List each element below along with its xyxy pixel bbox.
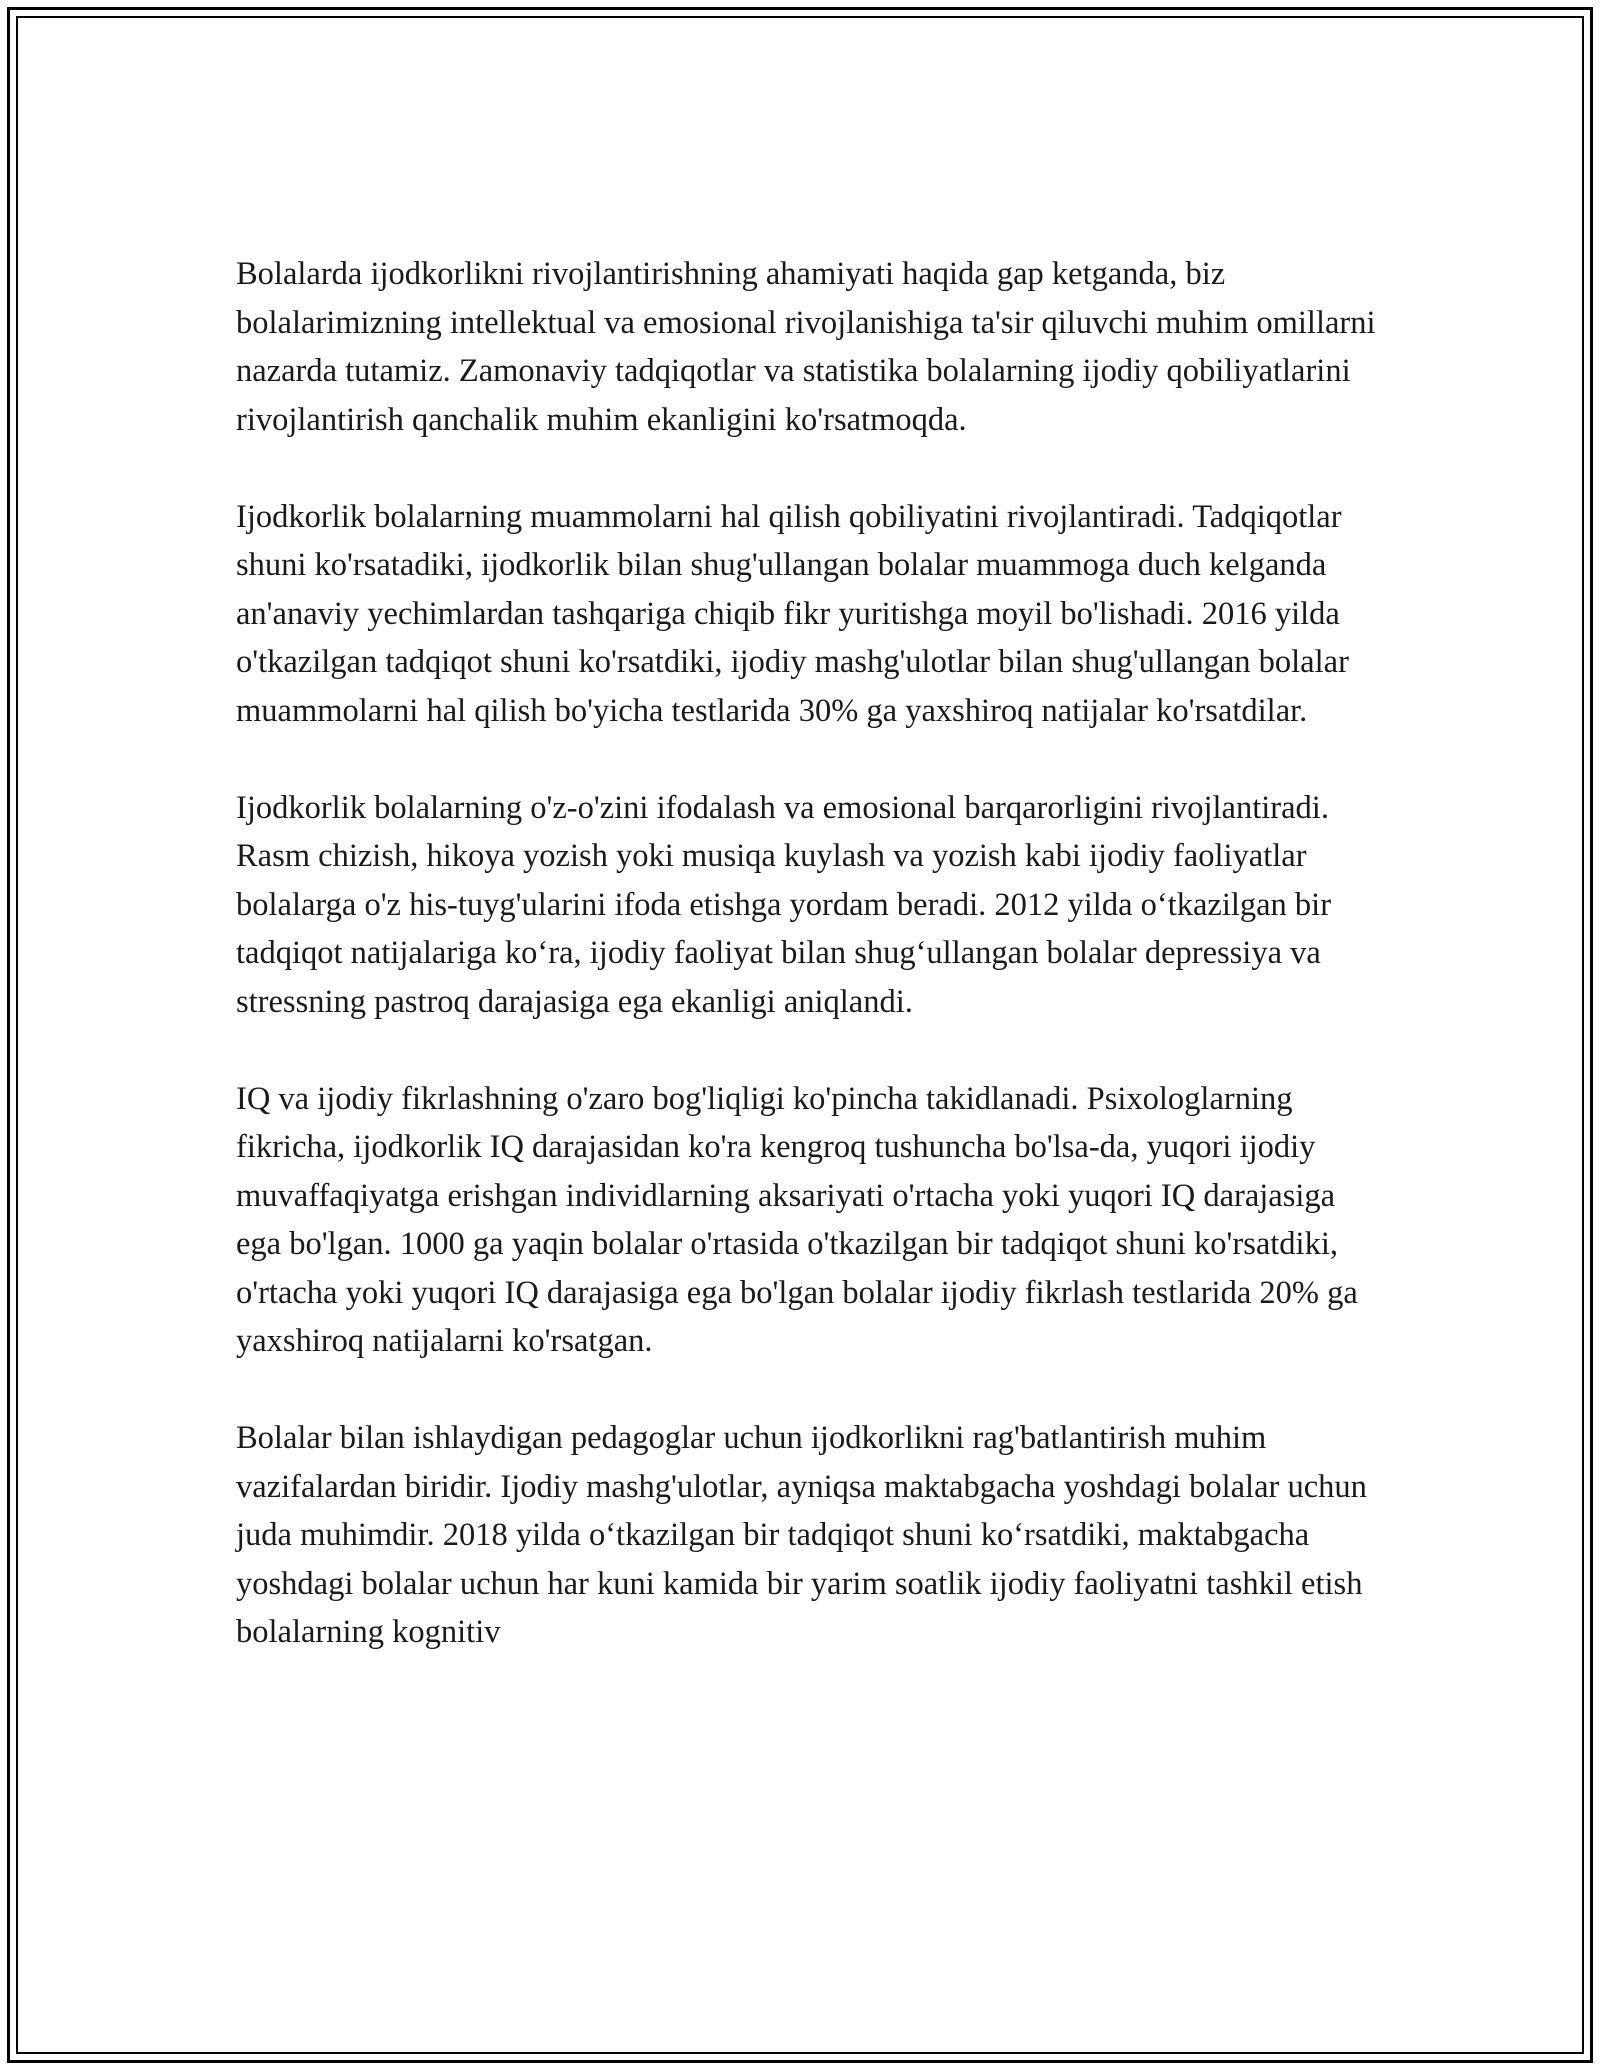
- paragraph-5: Bolalar bilan ishlaydigan pedagoglar uchun ijodkorlikni rag'batlantirish muhim vazifalardan biridir. Ijodiy mashg'ulotlar, ayniqsa maktabgacha yoshdagi bolalar uchun juda muhimdir. 2018 yilda o‘tkazilgan bir tadqiqot shuni ko‘rsatdiki, maktabgacha yoshdagi bolalar uchun har kuni kamida bir yarim soatlik ijodiy faoliyatni tashkil etish bolalarning kognitiv: [236, 1420, 1367, 1650]
- paragraph-1: Bolalarda ijodkorlikni rivojlantirishning ahamiyati haqida gap ketganda, biz bolalarimizning intellektual va emosional rivojlanishiga ta'sir qiluvchi muhim omillarni nazarda tutamiz. Zamonaviy tadqiqotlar va statistika bolalarning ijodiy qobiliyatlarini rivojlantirish qanchalik muhim ekanligini ko'rsatmoqda.: [236, 256, 1376, 438]
- paragraph-3: Ijodkorlik bolalarning o'z-o'zini ifodalash va emosional barqarorligini rivojlantiradi. Rasm chizish, hikoya yozish yoki musiqa kuylash va yozish kabi ijodiy faoliyatlar bolalarga o'z his-tuyg'ularini ifoda etishga yordam beradi. 2012 yilda o‘tkazilgan bir tadqiqot natijalariga ko‘ra, ijodiy faoliyat bilan shug‘ullangan bolalar depressiya va stressning pastroq darajasiga ega ekanligi aniqlandi.: [236, 789, 1332, 1020]
- paragraph-2: Ijodkorlik bolalarning muammolarni hal qilish qobiliyatini rivojlantiradi. Tadqiqotlar shuni ko'rsatadiki, ijodkorlik bilan shug'ullangan bolalar muammoga duch kelganda an'anaviy yechimlardan tashqariga chiqib fikr yuritishga moyil bo'lishadi. 2016 yilda o'tkazilgan tadqiqot shuni ko'rsatdiki, ijodiy mashg'ulotlar bilan shug'ullangan bolalar muammolarni hal qilish bo'yicha testlarida 30% ga yaxshiroq natijalar ko'rsatdilar.: [236, 498, 1349, 729]
- paragraph-4: IQ va ijodiy fikrlashning o'zaro bog'liqligi ko'pincha takidlanadi. Psixologlarning fikricha, ijodkorlik IQ darajasidan ko'ra kengroq tushuncha bo'lsa-da, yuqori ijodiy muvaffaqiyatga erishgan individlarning aksariyati o'rtacha yoki yuqori IQ darajasiga ega bo'lgan. 1000 ga yaqin bolalar o'rtasida o'tkazilgan bir tadqiqot shuni ko'rsatdiki, o'rtacha yoki yuqori IQ darajasiga ega bo'lgan bolalar ijodiy fikrlash testlarida 20% ga yaxshiroq natijalarni ko'rsatgan.: [236, 1080, 1358, 1359]
- document-body: [236, 250, 1376, 1705]
